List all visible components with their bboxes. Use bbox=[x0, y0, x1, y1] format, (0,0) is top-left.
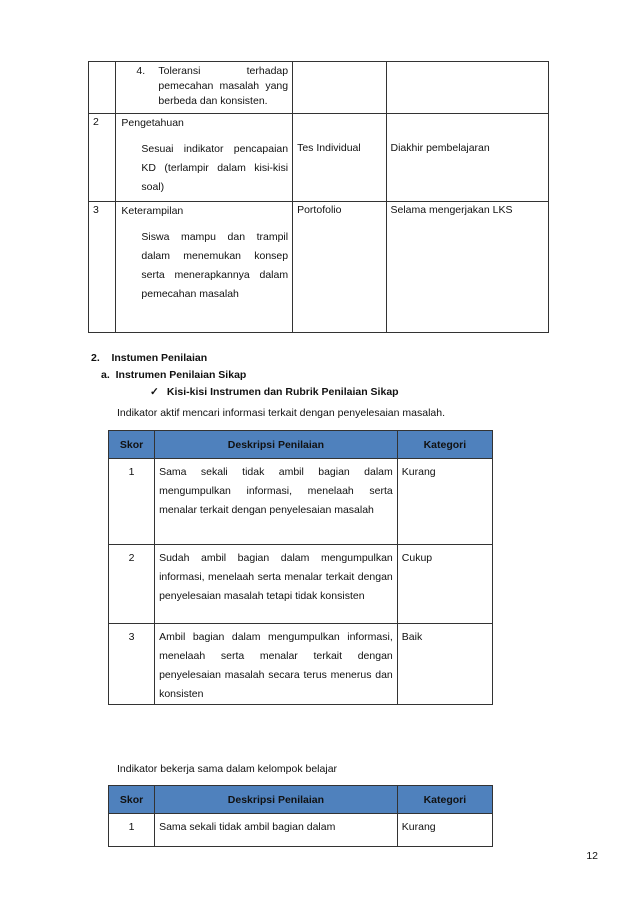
technique-cell: Portofolio bbox=[293, 202, 386, 333]
aspect-detail: Siswa mampu dan trampil dalam menemukan konsep serta menerapkannya dalam pemecahan masalah bbox=[141, 231, 289, 300]
kategori-cell: Baik bbox=[397, 624, 492, 705]
subsection-heading: a. Instrumen Penilaian Sikap bbox=[101, 369, 247, 381]
deskripsi-cell: Sama sekali tidak ambil bagian dalam bbox=[155, 814, 398, 847]
checkmark-icon: ✓ bbox=[150, 386, 159, 398]
skor-cell: 1 bbox=[109, 459, 155, 545]
deskripsi-cell: Ambil bagian dalam mengumpulkan informasi, menelaah serta menalar terkait dengan penyelesaian masalah secara terus menerus dan konsisten bbox=[155, 624, 398, 705]
skor-cell: 2 bbox=[109, 545, 155, 624]
skor-cell: 3 bbox=[109, 624, 155, 705]
rubric-table bbox=[108, 785, 493, 847]
header-kategori: Kategori bbox=[397, 786, 492, 814]
section-heading: 2. Instumen Penilaian bbox=[91, 352, 208, 364]
skor-cell: 1 bbox=[109, 814, 155, 847]
aspect-label: Pengetahuan bbox=[121, 117, 184, 129]
table-header-row bbox=[109, 431, 493, 459]
checklist-heading: ✓ Kisi-kisi Instrumen dan Rubrik Penilaian Sikap bbox=[150, 386, 399, 398]
table-row bbox=[89, 114, 549, 202]
time-cell: Selama mengerjakan LKS bbox=[386, 202, 549, 333]
header-skor: Skor bbox=[109, 431, 155, 459]
row-number: 2 bbox=[89, 114, 116, 202]
item-text: Toleransi terhadap pemecahan masalah yang berbeda dan konsisten. bbox=[158, 65, 289, 107]
aspect-detail: Sesuai indikator pencapaian KD (terlampir dalam kisi-kisi soal) bbox=[141, 143, 289, 193]
item-number: 4. bbox=[136, 65, 146, 77]
kategori-cell: Kurang bbox=[397, 459, 492, 545]
rubric-table bbox=[108, 430, 493, 705]
table-row bbox=[109, 545, 493, 624]
deskripsi-cell: Sama sekali tidak ambil bagian dalam mengumpulkan informasi, menelaah serta menalar terkait dengan penyelesaian masalah bbox=[155, 459, 398, 545]
table-row bbox=[89, 202, 549, 333]
page-number: 12 bbox=[586, 850, 598, 862]
indicator-text: Indikator aktif mencari informasi terkait dengan penyelesaian masalah. bbox=[117, 407, 446, 419]
table-row bbox=[109, 459, 493, 545]
kategori-cell: Cukup bbox=[397, 545, 492, 624]
aspect-label: Keterampilan bbox=[121, 205, 184, 217]
header-deskripsi: Deskripsi Penilaian bbox=[155, 431, 398, 459]
header-skor: Skor bbox=[109, 786, 155, 814]
table-header-row bbox=[109, 786, 493, 814]
header-deskripsi: Deskripsi Penilaian bbox=[155, 786, 398, 814]
row-number: 3 bbox=[89, 202, 116, 333]
table-row bbox=[109, 624, 493, 705]
header-kategori: Kategori bbox=[397, 431, 492, 459]
time-cell: Diakhir pembelajaran bbox=[386, 114, 549, 202]
kategori-cell: Kurang bbox=[397, 814, 492, 847]
indicator-text: Indikator bekerja sama dalam kelompok belajar bbox=[117, 763, 338, 775]
table-row bbox=[109, 814, 493, 847]
assessment-technique-table bbox=[88, 61, 549, 333]
table-row bbox=[89, 62, 549, 114]
technique-cell: Tes Individual bbox=[293, 114, 386, 202]
deskripsi-cell: Sudah ambil bagian dalam mengumpulkan informasi, menelaah serta menalar terkait dengan penyelesaian masalah tetapi tidak konsisten bbox=[155, 545, 398, 624]
